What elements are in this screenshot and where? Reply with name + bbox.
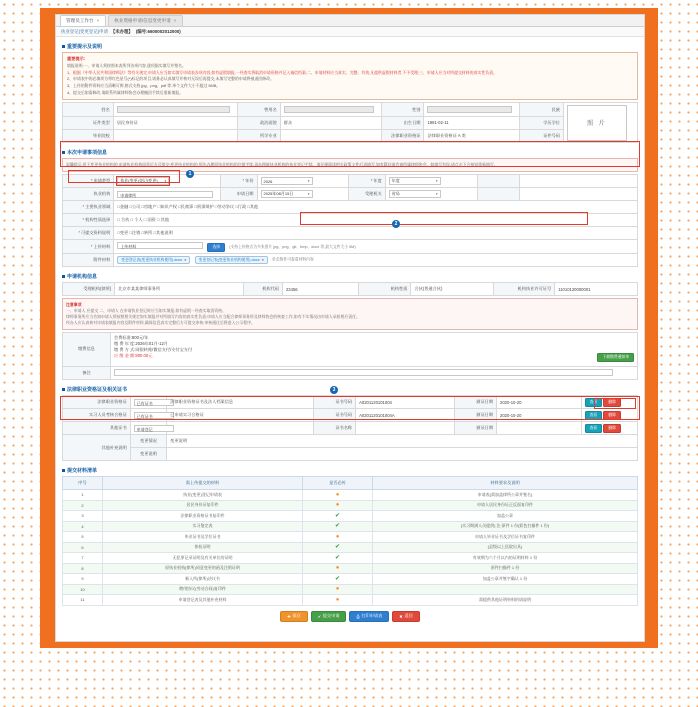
view-button[interactable]: 查看	[585, 424, 603, 433]
period-value[interactable]	[385, 175, 477, 188]
table-row	[63, 130, 638, 143]
attachment-chip[interactable]	[117, 256, 190, 264]
delete-button[interactable]: 删除	[603, 424, 621, 433]
table-row	[63, 227, 638, 240]
table-row	[63, 254, 638, 267]
fee-cell	[111, 332, 638, 367]
other-sub2-label: 变更说明	[130, 448, 167, 461]
printer-icon: ⎙	[356, 613, 360, 619]
required-dot-icon: ●	[335, 586, 340, 593]
checklist-section-title	[62, 467, 638, 474]
row-no: 5	[63, 532, 103, 543]
apply-date-picker[interactable]	[261, 190, 313, 198]
notice-line-3: 2、申请表中的必填项为带红色星号(*)标记的项目,请务必认真填写并核对无误后再提交;未填写完整的申请将被退回修改。	[67, 76, 274, 82]
blank-cell-1	[520, 175, 638, 188]
square-bullet-icon	[62, 45, 65, 48]
row-name: 体检证明	[103, 542, 303, 553]
table-row	[63, 574, 638, 585]
other-sub1-value[interactable]: 变更说明	[167, 435, 638, 448]
page-serial: (编号:6600002012000)	[135, 28, 181, 34]
apply-section-title	[62, 149, 638, 156]
license-row-0-date[interactable]: 2020-10-20	[497, 396, 582, 409]
row-no: 9	[63, 574, 103, 585]
row-note	[373, 584, 638, 595]
period-select[interactable]	[389, 177, 441, 185]
name-label: 姓名	[63, 103, 114, 116]
idtype-label: 证件类型	[63, 116, 114, 129]
org-rule-line-2: 律师事务所应当告知申请人须按照相关规定如实填报并对所填写内容的真实性负责;申请人应当配合律师事务所及律师协会的核查工作,如有不实情况由申请人承担相应责任。	[66, 313, 360, 319]
checklist-section-title-text: 提交材料清单	[67, 468, 98, 475]
row-name: 无犯罪记录证明及有关单位的证明	[103, 553, 303, 564]
gender-value[interactable]	[424, 103, 519, 116]
period-select-value: 年度	[391, 178, 400, 184]
org-rules-box	[62, 298, 638, 329]
back-button[interactable]	[392, 611, 419, 622]
practice-value[interactable]: □金融 □公司 □房地产 □知识产权 □民商事 □刑事辩护 □劳动争议 □行政 □其他	[114, 201, 638, 214]
license-section-title-text: 法律职业资格证及相关证书	[67, 387, 128, 394]
col-required: 是否必传	[303, 477, 373, 490]
row-note: 加盖公章并签字确认 1 份	[373, 574, 638, 585]
row-no: 2	[63, 500, 103, 511]
org-rule-line-3: 经办人应认真核对申请表填报内容及附件材料,确保信息真实完整后方可提交审核;审核通过后将进入公示程序。	[66, 319, 255, 325]
license-section	[56, 380, 644, 461]
application-window	[55, 14, 645, 642]
org-type-value[interactable]: 合伙(普通合伙)	[411, 283, 494, 296]
org-rule-title: 注意事项	[66, 302, 82, 308]
license-row-1-has[interactable]: 已有证书	[130, 409, 167, 422]
org-section	[56, 267, 644, 380]
square-bullet-icon	[62, 388, 65, 391]
row-required	[303, 595, 373, 606]
close-icon: ✖	[399, 613, 403, 619]
apply-org-label: 受理机关	[349, 188, 385, 201]
row-note: 原件扫描件 1 份	[373, 563, 638, 574]
license-row-1-date[interactable]: 2020-10-20	[497, 409, 582, 422]
table-row	[63, 521, 638, 532]
apply-reason-value[interactable]: □变更 □注销 □转所 □其他说明	[114, 227, 638, 240]
required-dot-icon: ●	[335, 596, 340, 603]
apply-date-value-text: 2025年08月15日	[263, 191, 294, 197]
table-row	[63, 595, 638, 606]
submit-button[interactable]	[311, 611, 347, 622]
license-row-2-name[interactable]	[167, 422, 314, 435]
org-rule-line-1: 一、申请人 应提交 二、申请人 在申请执业登记时应当如实填报,如有虚假一经查实取消资格。	[66, 308, 226, 314]
apply-form-table	[62, 174, 638, 267]
row-note: 申请人毕业证书及学位证书复印件	[373, 532, 638, 543]
practice-label: *主要执业领域	[63, 201, 114, 214]
apply-notice: 温馨提示:用于变更执业机构的,申请执业机构同意后方可提交;变更执业机构的,须先办理原执业机构的注销手续,再办理新执业机构的执业登记手续。请仔细阅读相关政策文件后再填写,如有疑问请咨询所属律师协会。如填写有误,请点击下方按钮重新填写。	[62, 158, 638, 172]
table-row	[63, 332, 638, 367]
col-name: 需上传提交的材料	[103, 477, 303, 490]
license-row-2-date-label: 颁证日期	[454, 422, 496, 435]
table-row	[63, 367, 638, 380]
photo-placeholder: 照 片	[567, 105, 627, 141]
attach-note: 单击附件可查看材料内容	[272, 257, 314, 262]
year-select[interactable]	[261, 177, 313, 185]
political-value[interactable]: 群众	[280, 116, 381, 129]
chevron-down-icon: ▾	[435, 192, 438, 197]
table-row	[63, 490, 638, 501]
license-row-2-label: 其他证书	[63, 422, 131, 435]
year-label: *年份	[221, 175, 257, 188]
fee-label: 缴费信息	[63, 332, 111, 367]
org-code-label: 机构代码	[243, 283, 282, 296]
square-bullet-icon	[62, 275, 65, 278]
notice-line-5: 4、提交后如需修改,请联系所属律师协会办理撤回手续后重新填报。	[67, 89, 184, 95]
chevron-down-icon: ▾	[435, 179, 438, 184]
org-name-value[interactable]: 北京市某某律师事务所	[115, 283, 244, 296]
tab-application[interactable]	[108, 15, 183, 26]
row-no: 1	[63, 490, 103, 501]
upload-cell	[114, 240, 638, 254]
chevron-down-icon: ▾	[164, 179, 167, 184]
period-label: *年度	[349, 175, 385, 188]
table-row	[63, 409, 638, 422]
row-required	[303, 542, 373, 553]
license-row-1-date-label: 颁证日期	[454, 409, 496, 422]
row-name: 聘用协议(劳动合同)复印件	[103, 584, 303, 595]
attachment-chip[interactable]	[195, 256, 268, 264]
row-name: 毕业证书及学位证书	[103, 532, 303, 543]
alias-value[interactable]	[280, 103, 381, 116]
attach-label: 附件材料	[63, 254, 114, 267]
check-icon: ✔	[334, 512, 341, 519]
table-row	[63, 553, 638, 564]
remark-label: 备注	[63, 367, 111, 380]
row-no: 11	[63, 595, 103, 606]
unit-value[interactable]: 申请律所	[114, 188, 221, 201]
license-row-0-name[interactable]: 法律职业资格证书及法人档案信息	[167, 396, 314, 409]
apply-date-label: 申请日期	[221, 188, 257, 201]
birth-label: 出生日期	[382, 116, 424, 129]
fee-line-3: 缴 费 方 式:网银转账/微信支付/支付宝支付	[114, 346, 193, 352]
apply-type-value[interactable]	[114, 175, 221, 188]
license-row-2-has[interactable]: 申请登记	[130, 422, 167, 435]
row-name: 居民身份证复印件	[103, 500, 303, 511]
apply-type-select[interactable]	[117, 177, 169, 185]
row-no: 3	[63, 511, 103, 522]
year-select-value: 2026	[263, 178, 273, 184]
table-row	[63, 188, 638, 201]
submit-button-label: 提交申请	[322, 613, 340, 619]
required-dot-icon: ●	[335, 491, 340, 498]
upload-tip: (支持上传格式为多张图片 jpg、png、gif、bmp、docx 等,最大文件大小 5M)	[229, 244, 356, 249]
idno-label: 证件号码	[519, 130, 563, 143]
row-required	[303, 574, 373, 585]
year-value[interactable]	[257, 175, 349, 188]
back-button-label: 返回	[404, 613, 413, 619]
license-row-0-has[interactable]: 已有证书	[130, 396, 167, 409]
page-state: 【未办理】	[110, 28, 133, 34]
check-icon: ✔	[334, 523, 341, 530]
close-icon[interactable]: ×	[96, 18, 100, 23]
row-name: 申请登记表及其他补充材料	[103, 595, 303, 606]
apply-section-title-text: 本次申请事项信息	[67, 150, 108, 157]
notice-section	[56, 37, 644, 100]
fee-line-2: 缴 费 年 度:2026年01月-12月	[114, 340, 168, 346]
table-row	[63, 283, 638, 296]
row-name: 原执业机构(律所)同意变更的函及注销证明	[103, 563, 303, 574]
row-required	[303, 511, 373, 522]
close-icon[interactable]: ×	[184, 258, 187, 263]
col-no: 序号	[63, 477, 103, 490]
row-no: 10	[63, 584, 103, 595]
org-lic-value[interactable]: 11010120000001	[555, 283, 638, 296]
table-row	[63, 511, 638, 522]
row-note: (县级以上医院出具)	[373, 542, 638, 553]
close-icon[interactable]: ×	[261, 258, 264, 263]
cert-value[interactable]: 法律职业资格证 A 类	[424, 130, 519, 143]
check-icon: ✔	[334, 554, 341, 561]
row-no: 7	[63, 553, 103, 564]
license-row-1-label: 实习人员考核合格证	[63, 409, 131, 422]
other-label: 其他补充说明	[63, 435, 131, 461]
org-name-label: 受理机构(律所)	[63, 283, 115, 296]
table-row	[63, 201, 638, 214]
page-header	[56, 27, 644, 37]
birth-value[interactable]: 1981-02-11	[424, 116, 519, 129]
calendar-icon: ▾	[307, 192, 310, 197]
check-icon: ✔	[317, 613, 322, 619]
delete-button[interactable]: 删除	[603, 398, 621, 407]
blank-cell-2	[520, 188, 638, 201]
notice-section-title	[62, 43, 638, 50]
license-row-0-actions	[581, 396, 637, 409]
license-row-2-no[interactable]	[356, 422, 455, 435]
footer-actions	[56, 606, 644, 628]
basic-info-table	[62, 102, 638, 143]
checklist-section	[56, 461, 644, 606]
row-required	[303, 500, 373, 511]
row-name: 实习鉴定表	[103, 521, 303, 532]
view-button[interactable]: 查看	[585, 411, 603, 420]
license-table	[62, 395, 638, 461]
square-bullet-icon	[62, 151, 65, 154]
org-nature-label: *机构性质选择	[63, 214, 114, 227]
row-no: 4	[63, 521, 103, 532]
gender-label: 性别	[382, 103, 424, 116]
row-name: 执业(变更)登记申请表	[103, 490, 303, 501]
license-row-0-label: 法律职业资格证	[63, 396, 131, 409]
apply-org-select-value: 省局	[391, 191, 400, 197]
notice-box	[62, 52, 638, 100]
table-row	[63, 240, 638, 254]
delete-button[interactable]: 删除	[603, 411, 621, 420]
fee-line-1: 会费标准:800元/年	[114, 334, 149, 340]
apply-section	[56, 143, 644, 267]
print-button-label: 打印申请表	[361, 613, 383, 619]
org-type-label: 机构性质	[359, 283, 411, 296]
org-code-value[interactable]: 23456	[282, 283, 358, 296]
license-row-0-no[interactable]: A0201120101004	[356, 396, 455, 409]
row-note: (实习期满人员提供) 注:原件 1 份(彩色扫描件 1 份)	[373, 521, 638, 532]
org-section-title-text: 申请机构信息	[67, 274, 98, 281]
table-row	[63, 175, 638, 188]
step-badge-2: 2	[392, 220, 400, 228]
save-button[interactable]	[280, 611, 307, 622]
notice-heading: 重要提示:	[67, 56, 86, 61]
cert-label: 法律职业资格证	[382, 130, 424, 143]
download-fee-notice-button[interactable]: 下载缴费通知单	[597, 353, 634, 362]
table-row	[63, 396, 638, 409]
org-lic-label: 机构执业许可证号	[494, 283, 555, 296]
fee-table	[62, 332, 638, 381]
row-note: 有效期为六个月以内的证明材料 1 份	[373, 553, 638, 564]
notice-title-text: 重要提示及说明	[67, 44, 103, 50]
check-icon: ✔	[334, 544, 341, 551]
org-nature-value[interactable]: □ 合伙 □ 个人 □ 国资 □ 其他	[114, 214, 638, 227]
fee-line-4: 应 缴 金 额:800.00元	[114, 352, 153, 358]
notice-line-2: 1、根据《中华人民共和国律师法》等有关规定,申请人应当如实填写申请表各项内容,如有虚假填报,一经查实将取消申请资格并记入诚信档案;二、申请材料应当真实、完整、有效,凡提供虚假材料者,不予受理;三、申请人应当对所提交材料的真实性负责。	[67, 69, 497, 75]
row-note: 申请人居民身份证正反面复印件	[373, 500, 638, 511]
license-section-title	[62, 386, 638, 393]
license-row-2-no-label: 证书名称	[313, 422, 355, 435]
table-row	[63, 448, 638, 461]
square-bullet-icon	[62, 469, 65, 472]
school-value[interactable]	[113, 130, 238, 143]
photo-cell	[563, 103, 637, 143]
upload-label: *上传材料	[63, 240, 114, 254]
required-dot-icon: ●	[335, 565, 340, 572]
political-label: 政治面貌	[238, 116, 280, 129]
license-row-2-date[interactable]	[497, 422, 582, 435]
row-required	[303, 553, 373, 564]
basic-info-section	[56, 100, 644, 143]
name-value[interactable]	[113, 103, 238, 116]
row-required	[303, 584, 373, 595]
upload-path-input[interactable]: 上传材料	[117, 242, 203, 249]
table-row	[63, 435, 638, 448]
table-row	[63, 103, 638, 116]
row-required	[303, 521, 373, 532]
col-note: 材料要求及说明	[373, 477, 638, 490]
blank-label-1	[477, 175, 520, 188]
step-badge-1: 1	[186, 170, 194, 178]
plus-icon: ✚	[287, 613, 291, 619]
apply-org-select[interactable]	[389, 190, 441, 198]
blank-label-2	[477, 188, 520, 201]
upload-choose-button[interactable]: 选择	[207, 243, 225, 252]
school-label: 毕业院校	[63, 130, 114, 143]
chevron-down-icon: ▾	[307, 179, 310, 184]
required-dot-icon: ●	[335, 533, 340, 540]
row-name: 法律职业资格证书复印件	[103, 511, 303, 522]
apply-reason-label: *可提交资料说明	[63, 227, 114, 240]
table-row	[63, 563, 638, 574]
major-value[interactable]	[280, 130, 381, 143]
org-section-title	[62, 273, 638, 280]
other-sub2-value[interactable]	[167, 448, 638, 461]
row-no: 6	[63, 542, 103, 553]
row-name: 新入所(律所)决议书	[103, 574, 303, 585]
table-row	[63, 422, 638, 435]
table-row	[63, 500, 638, 511]
table-row	[63, 214, 638, 227]
row-required	[303, 490, 373, 501]
tab-workbench-label: 管理员工作台	[66, 18, 94, 23]
notice-line-4: 3、上传的附件资料应当清晰可辨,格式支持 jpg、png、pdf 等,单个文件大小不超过 5MB。	[67, 83, 221, 89]
license-row-2-actions	[581, 422, 637, 435]
print-button[interactable]	[349, 611, 389, 622]
license-row-1-name[interactable]: 已申请实习合格证	[167, 409, 314, 422]
major-label: 所学专业	[238, 130, 280, 143]
edu-label: 学历学位	[519, 116, 563, 129]
table-row	[63, 532, 638, 543]
breadcrumb: 执业登记(变更登记)申请	[61, 28, 108, 34]
attachment-name: 变更登记表(变更执业机构使用).docx	[198, 257, 260, 262]
step-badge-3: 3	[330, 386, 338, 394]
unit-label: 执业机构	[63, 188, 114, 201]
tab-workbench[interactable]	[60, 15, 106, 26]
close-icon[interactable]: ×	[173, 18, 177, 23]
row-note: 需提供其他证明材料的请说明	[373, 595, 638, 606]
attachment-name: 变更登记表(变更执业机构使用).docx	[121, 257, 183, 262]
row-required	[303, 563, 373, 574]
row-no: 8	[63, 563, 103, 574]
table-row	[63, 584, 638, 595]
apply-type-label: *申请类型	[63, 175, 114, 188]
check-icon: ✔	[334, 575, 341, 582]
license-row-0-no-label: 证书号码	[313, 396, 355, 409]
license-row-1-actions	[581, 409, 637, 422]
table-row	[63, 116, 638, 129]
apply-type-select-value: 执业(变更)登记(变更)	[120, 178, 158, 184]
idtype-value[interactable]: 居民身份证	[113, 116, 238, 129]
apply-org-value[interactable]	[385, 188, 477, 201]
tab-application-label: 执业资格申请/信息变更申请	[114, 18, 171, 23]
nationality-label: 民族	[519, 103, 563, 116]
notice-line-1: 填报说明:一、申请人须按照本表所列各项内容,逐项据实填写并签名。	[67, 63, 186, 69]
row-note: 加盖公章	[373, 511, 638, 522]
other-sub1-label: 变更情况	[130, 435, 167, 448]
browser-tabbar	[56, 15, 644, 27]
org-info-table	[62, 282, 638, 296]
attach-cell	[114, 254, 638, 267]
table-header-row	[63, 477, 638, 490]
save-button-label: 保存	[292, 613, 301, 619]
checklist-table	[62, 476, 638, 606]
alias-label: 曾用名	[238, 103, 280, 116]
license-row-1-no[interactable]: A0201120101004A	[356, 409, 455, 422]
apply-date-value[interactable]	[257, 188, 349, 201]
row-note: 申请表(需加盖律所公章并签名)	[373, 490, 638, 501]
table-row	[63, 542, 638, 553]
license-row-0-date-label: 颁证日期	[454, 396, 496, 409]
remark-value[interactable]	[111, 367, 638, 380]
view-button[interactable]: 查看	[585, 398, 603, 407]
row-required	[303, 532, 373, 543]
license-row-1-no-label: 证书号码	[313, 409, 355, 422]
required-dot-icon: ●	[335, 502, 340, 509]
